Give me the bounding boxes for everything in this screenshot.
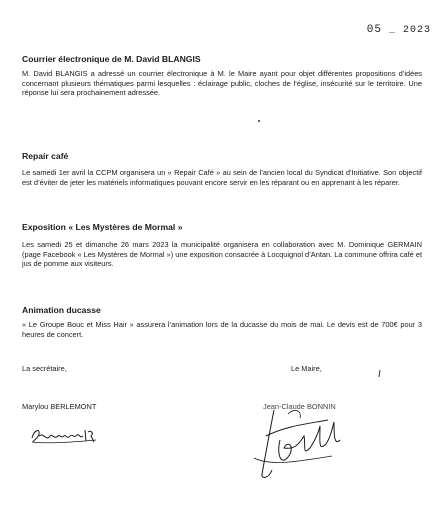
section-body-courrier: M. David BLANGIS a adressé un courrier électronique à M. le Maire ayant pour objet différentes propositions d’idées concernant plusieurs thématiques parmi lesquelles : éclairage public, cloches de l’église, insécurité sur le territoire. Une réponse lui sera prochainement adressée. (22, 69, 422, 98)
mayor-title: Le Maire, (291, 364, 322, 373)
date-stamp-separator: _ (388, 25, 396, 36)
section-heading-animation: Animation ducasse (22, 305, 101, 315)
section-heading-exposition: Exposition « Les Mystères de Mormal » (22, 222, 183, 232)
section-body-repair-cafe: Le samedi 1er avril la CCPM organisera un « Repair Café » au sein de l’ancien local du Syndicat d’Initiative. Son objectif est d’éviter de jeter les matériels informatiques pouvant encore servir en les réparant ou en apprenant à les réparer. (22, 168, 422, 187)
date-stamp-year: 2023 (402, 25, 431, 36)
secretary-name: Marylou BERLEMONT (22, 402, 97, 411)
scan-speck (258, 120, 260, 122)
section-body-exposition: Les samedi 25 et dimanche 26 mars 2023 la municipalité organisera en collaboration avec M. Dominique GERMAIN (page Facebook « Les Mystères de Mormal ») une exposition consacrée à Locquignol d’Antan. La commune offrira café et jus de pomme aux visiteurs. (22, 240, 423, 269)
date-stamp (367, 24, 431, 36)
scan-mark (379, 370, 381, 377)
secretary-title: La secrétaire, (22, 364, 67, 373)
date-stamp-day: 05 (366, 24, 382, 36)
mayor-signature (236, 390, 356, 490)
secretary-signature (30, 424, 100, 448)
section-body-animation: « Le Groupe Bouc et Miss Hair » assurera l’animation lors de la ducasse du mois de mai. Le devis est de 700€ pour 3 heures de concert. (22, 320, 422, 339)
mayor-name: Jean-Claude BONNIN (263, 402, 336, 411)
section-heading-repair-cafe: Repair café (22, 151, 69, 161)
section-heading-courrier: Courrier électronique de M. David BLANGIS (22, 54, 201, 64)
